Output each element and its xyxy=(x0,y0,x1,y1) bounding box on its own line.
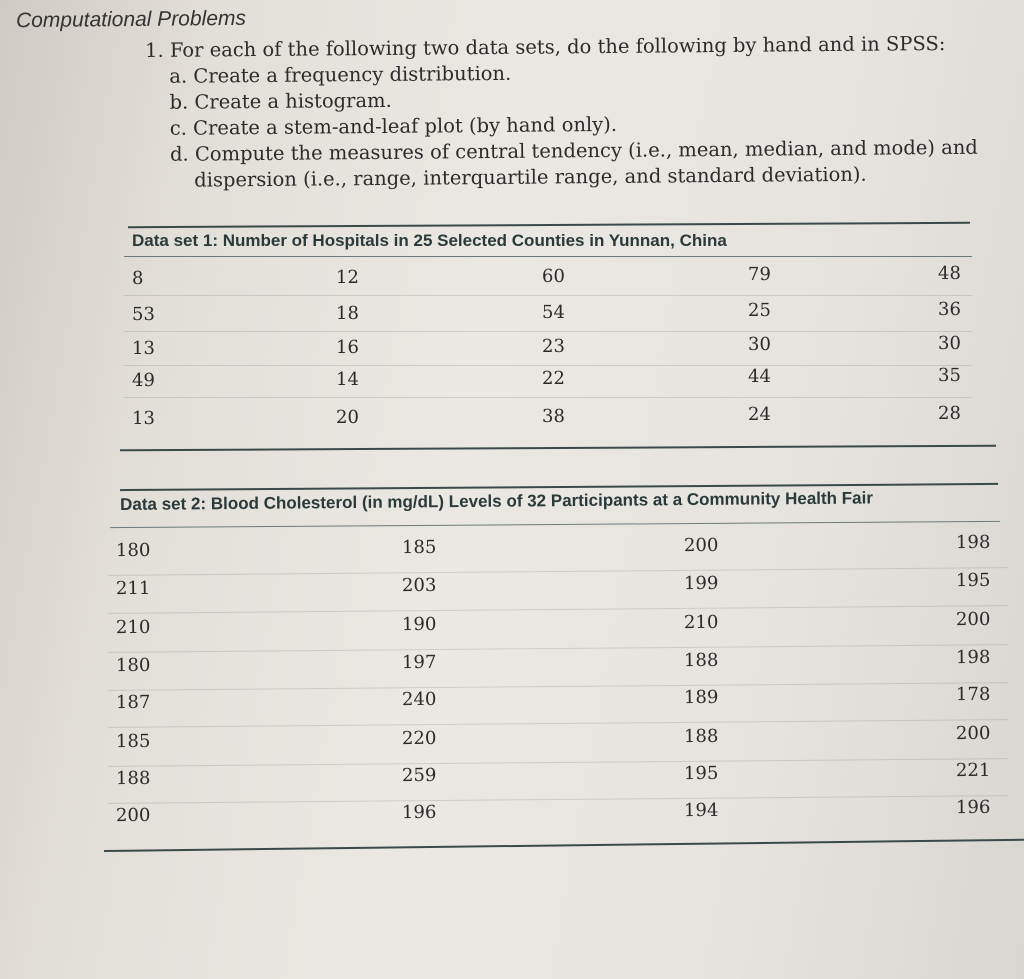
table2-cell: 190 xyxy=(401,614,437,636)
table2-cell: 188 xyxy=(115,767,151,790)
table1-cell: 13 xyxy=(131,407,155,430)
table2-cell: 200 xyxy=(955,609,991,631)
table1-cell: 30 xyxy=(747,334,771,356)
table2-cell: 240 xyxy=(401,689,437,711)
table2-row-divider xyxy=(108,605,1008,614)
table1-row-divider xyxy=(124,365,972,366)
table1-top-rule xyxy=(128,222,970,228)
table1-cell: 79 xyxy=(747,264,771,286)
table1-cell: 60 xyxy=(541,265,565,287)
table1-header-rule xyxy=(124,256,972,257)
table1-cell: 14 xyxy=(335,368,359,390)
table2-cell: 259 xyxy=(401,765,437,787)
table2-cell: 199 xyxy=(683,572,719,594)
table1-cell: 8 xyxy=(131,267,144,290)
problem-intro: 1. For each of the following two data sets, do the following by hand and in SPSS: xyxy=(145,32,946,62)
table2-caption: Data set 2: Blood Cholesterol (in mg/dL) Levels of 32 Participants at a Community Health Fair xyxy=(120,488,874,514)
table1-cell: 23 xyxy=(541,335,565,357)
table2-cell: 195 xyxy=(955,570,991,592)
table2-row-divider xyxy=(108,758,1008,767)
table2-cell: 197 xyxy=(401,652,437,674)
problem-item-d: d. Compute the measures of central tendency (i.e., mean, median, and mode) and xyxy=(169,135,978,166)
table1-cell: 44 xyxy=(747,366,771,388)
table1-caption: Data set 1: Number of Hospitals in 25 Selected Counties in Yunnan, China xyxy=(132,231,727,250)
table2-cell: 194 xyxy=(683,799,719,821)
table2-cell: 196 xyxy=(401,802,437,824)
table2-cell: 180 xyxy=(115,539,151,562)
problem-item-c: c. Create a stem-and-leaf plot (by hand only). xyxy=(169,112,618,140)
table1-cell: 38 xyxy=(541,405,565,427)
table2-caption-wrap xyxy=(120,488,873,515)
table1-cell: 18 xyxy=(335,302,359,324)
table2-header-rule xyxy=(110,521,1000,528)
table1-cell: 20 xyxy=(335,406,359,428)
table2-cell: 200 xyxy=(955,723,991,745)
table1-row-divider xyxy=(124,331,972,332)
table2-cell: 210 xyxy=(683,611,719,633)
table1-cell: 49 xyxy=(131,369,155,392)
table2-bottom-rule xyxy=(104,839,1024,852)
problem-item-a: a. Create a frequency distribution. xyxy=(169,61,512,88)
table2-row-divider xyxy=(108,795,1008,804)
table1-row-divider xyxy=(124,295,972,296)
table2-cell: 178 xyxy=(955,684,991,706)
table1-cell: 54 xyxy=(541,301,565,323)
table2-cell: 185 xyxy=(115,730,151,753)
table2-cell: 198 xyxy=(955,647,991,669)
table1-cell: 30 xyxy=(937,333,961,355)
problem-1 xyxy=(145,31,986,194)
table2-row-divider xyxy=(108,567,1008,576)
table2-row-divider xyxy=(108,719,1008,728)
table2-cell: 188 xyxy=(683,725,719,747)
table1-bottom-rule xyxy=(120,445,996,452)
problem-item-d-continuation: dispersion (i.e., range, interquartile range, and standard deviation). xyxy=(194,162,867,192)
table2-cell: 198 xyxy=(955,532,991,554)
table1-cell: 22 xyxy=(541,367,565,389)
table1-cell: 13 xyxy=(131,337,155,360)
table1-cell: 12 xyxy=(335,266,359,288)
table1-caption-wrap xyxy=(132,231,727,251)
table2-row-divider xyxy=(108,644,1008,653)
table1-cell: 16 xyxy=(335,336,359,358)
table2-cell: 187 xyxy=(115,691,151,714)
table2-cell: 180 xyxy=(115,654,151,677)
table1-cell: 53 xyxy=(131,303,155,326)
table1-cell: 25 xyxy=(747,300,771,322)
table2-cell: 211 xyxy=(115,577,151,600)
table1-cell: 36 xyxy=(937,299,961,321)
table2-cell: 196 xyxy=(955,797,991,819)
table1-cell: 35 xyxy=(937,365,961,387)
section-title: Computational Problems xyxy=(15,6,247,33)
table2-cell: 220 xyxy=(401,728,437,750)
table2-cell: 195 xyxy=(683,762,719,784)
table1-cell: 28 xyxy=(937,403,961,425)
table2-cell: 221 xyxy=(955,760,991,782)
problem-item-b: b. Create a histogram. xyxy=(169,88,392,114)
table2-row-divider xyxy=(108,682,1008,691)
table2-cell: 203 xyxy=(401,575,437,597)
table2-cell: 189 xyxy=(683,686,719,708)
table1-cell: 48 xyxy=(937,263,961,285)
table2-cell: 188 xyxy=(683,649,719,671)
table2-cell: 200 xyxy=(683,534,719,556)
table2-cell: 210 xyxy=(115,616,151,639)
table1-cell: 24 xyxy=(747,404,771,426)
table2-cell: 185 xyxy=(401,537,437,559)
table1-row-divider xyxy=(124,397,972,398)
table2-cell: 200 xyxy=(115,804,151,827)
